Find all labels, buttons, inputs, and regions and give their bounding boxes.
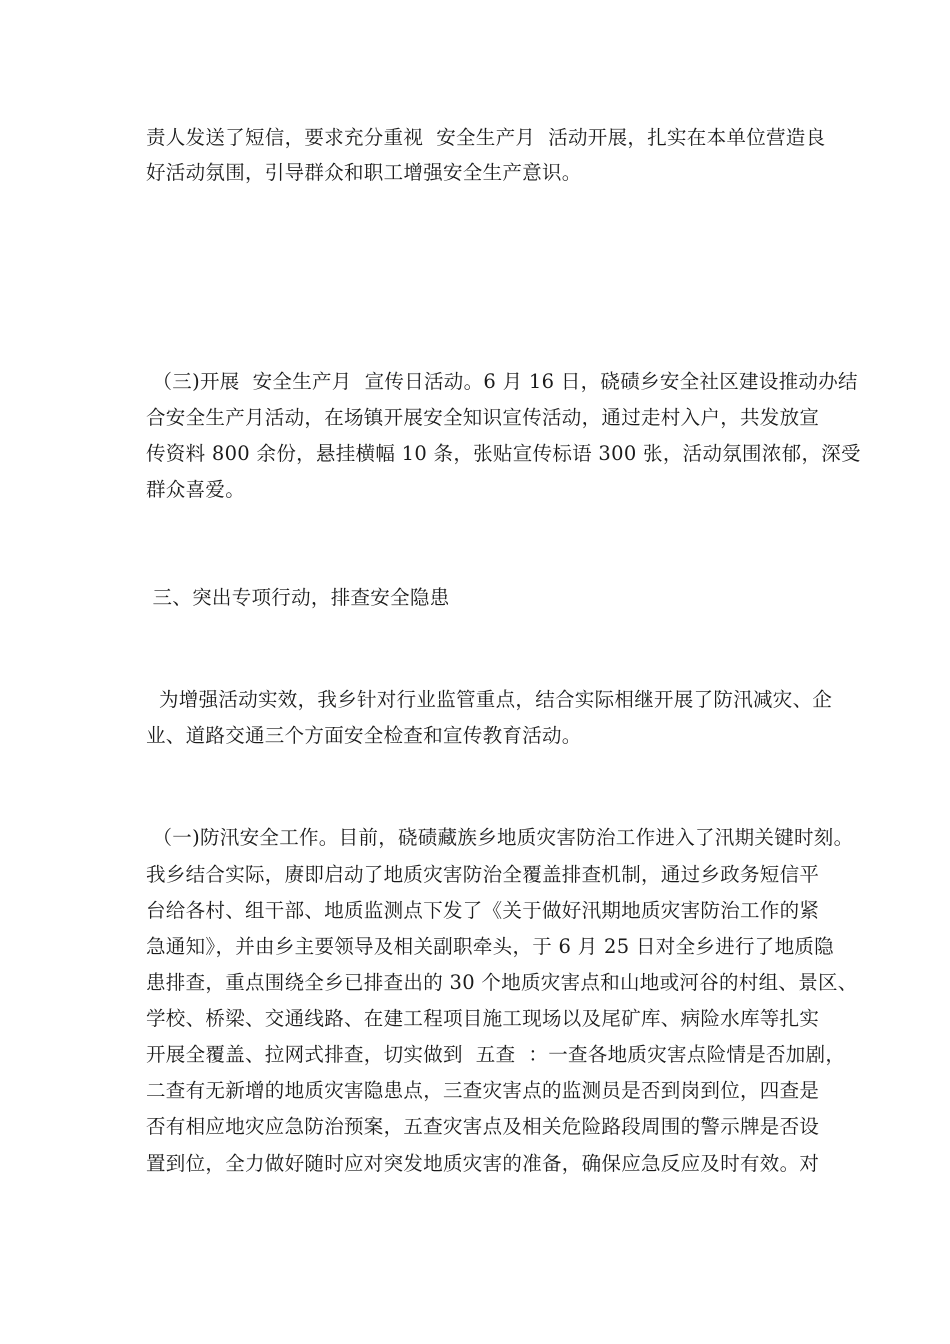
paragraph-4-line-4: 急通知》，并由乡主要领导及相关副职牵头，于 6 月 25 日对全乡进行了地质隐 bbox=[146, 935, 834, 958]
paragraph-4-line-9: 否有相应地灾应急防治预案，五查灾害点及相关危险路段周围的警示牌是否设 bbox=[146, 1115, 820, 1138]
paragraph-4-line-3: 台给各村、组干部、地质监测点下发了《关于做好汛期地质灾害防治工作的紧 bbox=[146, 899, 820, 922]
paragraph-1-line-1: 责人发送了短信，要求充分重视 安全生产月 活动开展，扎实在本单位营造良 bbox=[146, 126, 826, 149]
paragraph-3-line-2: 业、道路交通三个方面安全检查和宣传教育活动。 bbox=[146, 724, 582, 747]
paragraph-2-line-2: 合安全生产月活动，在场镇开展安全知识宣传活动，通过走村入户，共发放宣 bbox=[146, 406, 820, 429]
paragraph-4-line-5: 患排查，重点围绕全乡已排查出的 30 个地质灾害点和山地或河谷的村组、景区、 bbox=[146, 971, 858, 994]
paragraph-1-line-2: 好活动氛围，引导群众和职工增强安全生产意识。 bbox=[146, 161, 582, 184]
paragraph-4-line-1: （一)防汛安全工作。目前，硗碛藏族乡地质灾害防治工作进入了汛期关键时刻。 bbox=[146, 826, 854, 849]
paragraph-4-line-2: 我乡结合实际，赓即启动了地质灾害防治全覆盖排查机制，通过乡政务短信平 bbox=[146, 863, 820, 886]
paragraph-4-line-6: 学校、桥梁、交通线路、在建工程项目施工现场以及尾矿库、病险水库等扎实 bbox=[146, 1007, 820, 1030]
paragraph-3-line-1: 为增强活动实效，我乡针对行业监管重点，结合实际相继开展了防汛减灾、企 bbox=[146, 688, 833, 711]
paragraph-2-line-4: 群众喜爱。 bbox=[146, 478, 246, 501]
paragraph-4-line-10: 置到位，全力做好随时应对突发地质灾害的准备，确保应急反应及时有效。对 bbox=[146, 1152, 820, 1175]
paragraph-2-line-1: （三)开展 安全生产月 宣传日活动。6 月 16 日，硗碛乡安全社区建设推动办结 bbox=[146, 370, 858, 393]
paragraph-4-line-8: 二查有无新增的地质灾害隐患点，三查灾害点的监测员是否到岗到位，四查是 bbox=[146, 1079, 820, 1102]
paragraph-2-line-3: 传资料 800 余份，悬挂横幅 10 条，张贴宣传标语 300 张，活动氛围浓郁，深受 bbox=[146, 442, 861, 465]
paragraph-4-line-7: 开展全覆盖、拉网式排查，切实做到 五查 ：一查各地质灾害点险情是否加剧， bbox=[146, 1043, 846, 1066]
section-heading-3: 三、突出专项行动，排查安全隐患 bbox=[146, 586, 450, 609]
